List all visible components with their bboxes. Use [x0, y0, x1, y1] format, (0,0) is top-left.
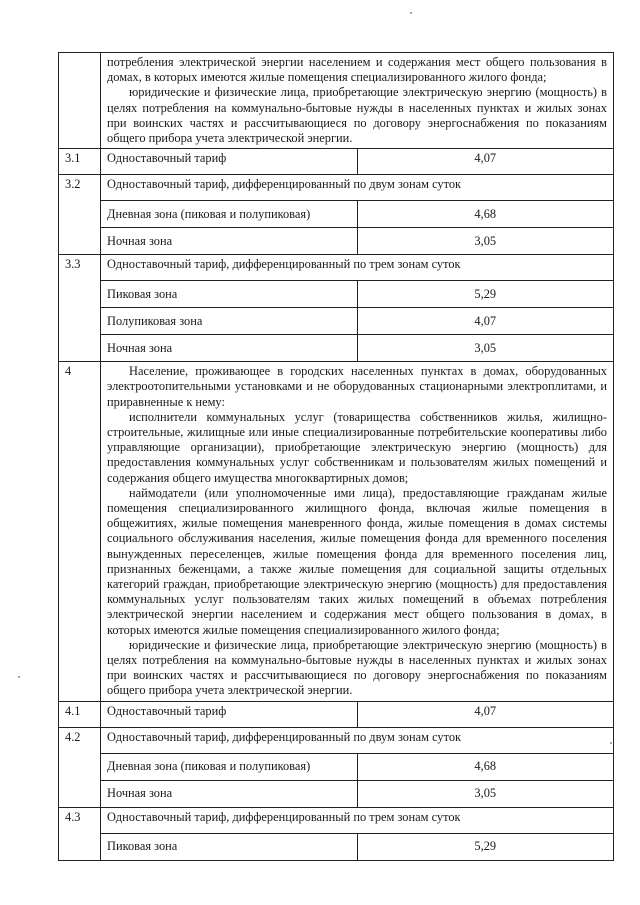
zone-label: Пиковая зона	[101, 833, 358, 860]
zone-label: Дневная зона (пиковая и полупиковая)	[101, 201, 358, 228]
scan-speck	[410, 12, 412, 14]
row-number: 4.2	[59, 727, 101, 807]
row-description	[101, 362, 614, 701]
zone-value: 4,68	[357, 201, 614, 228]
tariff-label: Одноставочный тариф, дифференцированный по трем зонам суток	[101, 255, 614, 281]
table-row-3-2	[59, 175, 614, 201]
table-row-4-2	[59, 727, 614, 753]
table-row-zone	[59, 753, 614, 780]
paragraph: юридические и физические лица, приобретающие электрическую энергию (мощность) в целях потребления на коммунально-бытовые нужды в населенных пунктах и жилых зонах при воинских частях и рассчитывающиеся по договору энергоснабжения по показаниям общего прибора учета электрической энергии.	[107, 85, 607, 146]
tariff-label: Одноставочный тариф, дифференцированный по трем зонам суток	[101, 807, 614, 833]
zone-value: 3,05	[357, 780, 614, 807]
paragraph: юридические и физические лица, приобретающие электрическую энергию (мощность) в целях потребления на коммунально-бытовые нужды в населенных пунктах и жилых зонах при воинских частях и рассчитывающиеся по договору энергоснабжения по показаниям общего прибора учета электрической энергии.	[107, 637, 607, 698]
table-row-zone	[59, 335, 614, 362]
tariff-label: Одноставочный тариф, дифференцированный по двум зонам суток	[101, 727, 614, 753]
zone-value: 4,07	[357, 308, 614, 335]
zone-label: Дневная зона (пиковая и полупиковая)	[101, 753, 358, 780]
scan-speck	[18, 676, 20, 678]
zone-value: 5,29	[357, 281, 614, 308]
paragraph: наймодатели (или уполномоченные ими лица), предоставляющие гражданам жилые помещения специализированного жилищного фонда, включая жилые помещения в общежитиях, жилые помещения маневренного фонда, жилые помещения в домах системы социального обслуживания населения, жилые помещения фонда для временного поселения вынужденных переселенцев, жилые помещения фонда для временного поселения лиц, признанных беженцами, а также жилые помещения для социальной защиты отдельных категорий граждан, приобретающие электрическую энергию (мощность) для предоставления коммунальных услуг пользователям таких жилых помещений в объемах потребления электрической энергии населением и содержания мест общего пользования в домах, в которых имеются жилые помещения специализированного жилого фонда;	[107, 485, 607, 637]
zone-label: Полупиковая зона	[101, 308, 358, 335]
table-row-3-3	[59, 255, 614, 281]
zone-label: Ночная зона	[101, 780, 358, 807]
paragraph: Население, проживающее в городских населенных пунктах в домах, оборудованных электроотопительными установками и не оборудованных стационарными электроплитами, и приравненные к нему:	[107, 364, 607, 409]
table-row-zone	[59, 281, 614, 308]
table-row-continuation	[59, 53, 614, 149]
tariff-label: Одноставочный тариф, дифференцированный по двум зонам суток	[101, 175, 614, 201]
zone-label: Ночная зона	[101, 228, 358, 255]
row-number: 4.1	[59, 701, 101, 727]
tariff-label: Одноставочный тариф	[101, 149, 358, 175]
zone-value: 4,68	[357, 753, 614, 780]
paragraph: исполнители коммунальных услуг (товарищества собственников жилья, жилищно-строительные, жилищные или иные специализированные потребительские кооперативы либо управляющие организации), приобретающие электрическую энергию (мощность) для предоставления коммунальных услуг собственникам и пользователям жилых помещений и содержания общего имущества многоквартирных домов;	[107, 409, 607, 485]
zone-label: Ночная зона	[101, 335, 358, 362]
paragraph: потребления электрической энергии населением и содержания мест общего пользования в домах, в которых имеются жилые помещения специализированного жилого фонда;	[107, 55, 607, 85]
table-row-zone	[59, 308, 614, 335]
zone-value: 3,05	[357, 228, 614, 255]
table-row-4	[59, 362, 614, 701]
row-number: 3.1	[59, 149, 101, 175]
table-row-zone	[59, 833, 614, 860]
table-row-zone	[59, 780, 614, 807]
tariff-table	[58, 52, 614, 861]
row-number: 3.2	[59, 175, 101, 255]
table-row-4-1	[59, 701, 614, 727]
table-row-zone	[59, 201, 614, 228]
row-description	[101, 53, 614, 149]
table-row-3-1	[59, 149, 614, 175]
zone-label: Пиковая зона	[101, 281, 358, 308]
table-row-4-3	[59, 807, 614, 833]
tariff-value: 4,07	[357, 149, 614, 175]
zone-value: 5,29	[357, 833, 614, 860]
row-number: 4	[59, 362, 101, 701]
table-row-zone	[59, 228, 614, 255]
row-number: 4.3	[59, 807, 101, 860]
row-number	[59, 53, 101, 149]
tariff-value: 4,07	[357, 701, 614, 727]
tariff-label: Одноставочный тариф	[101, 701, 358, 727]
row-number: 3.3	[59, 255, 101, 362]
zone-value: 3,05	[357, 335, 614, 362]
